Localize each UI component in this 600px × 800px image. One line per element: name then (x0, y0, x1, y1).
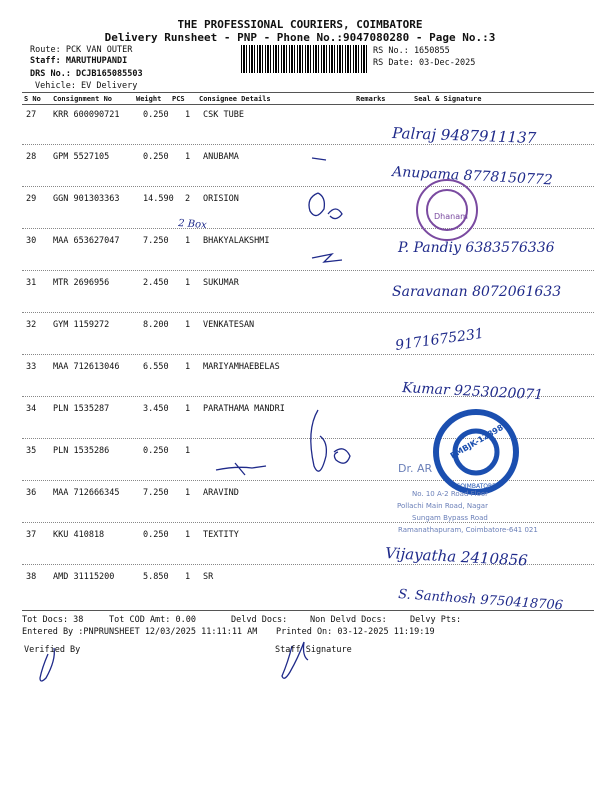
row-consignee: ANUBAMA (203, 152, 239, 162)
row-weight: 0.250 (143, 530, 169, 540)
handwritten-signature: P. Pandiy 6383576336 (398, 240, 555, 256)
row-consignment: MAA 712666345 (53, 488, 120, 498)
delivery-points: Delvy Pts: (410, 615, 462, 625)
rs-date: RS Date: 03-Dec-2025 (373, 58, 476, 68)
row-weight: 0.250 (143, 152, 169, 162)
row-consignment: PLN 1535287 (53, 404, 110, 414)
row-sno: 37 (26, 530, 37, 540)
handwritten-signature: Anupama 8778150772 (391, 164, 554, 189)
row-weight: 0.250 (143, 446, 169, 456)
row-consignee: SR (203, 572, 214, 582)
rs-number: RS No.: 1650855 (373, 46, 450, 56)
drs-number: DRS No.: DCJB165085503 (30, 69, 143, 79)
staff-signature-label: Staff Signature (275, 645, 352, 655)
scribble-mark (309, 193, 324, 216)
row-sno: 28 (26, 152, 37, 162)
delivered-docs: Delvd Docs: (231, 615, 288, 625)
row-consignee: VENKATESAN (203, 320, 255, 330)
total-cod: Tot COD Amt: 0.00 (109, 615, 196, 625)
row-sno: 34 (26, 404, 37, 414)
row-pcs: 1 (185, 572, 191, 582)
stamp-text: Ramanathapuram, Coimbatore-641 021 (398, 526, 538, 534)
row-pcs: 1 (185, 446, 191, 456)
handwritten-signature: Vijayatha 2410856 (384, 544, 529, 570)
col-sno: S No (24, 95, 41, 103)
total-docs: Tot Docs: 38 (22, 615, 84, 625)
stamp-text: Dhanam (434, 212, 468, 221)
rubber-stamp (436, 412, 516, 492)
stamp-text: PMBJK-12898 (448, 422, 505, 461)
row-sno: 31 (26, 278, 37, 288)
scribble-mark (311, 410, 327, 471)
col-consignee: Consignee Details (199, 95, 271, 103)
row-consignee: SUKUMAR (203, 278, 239, 288)
handwritten-signature: S. Santhosh 9750418706 (397, 587, 564, 614)
row-consignee: CSK TUBE (203, 110, 244, 120)
row-sno: 32 (26, 320, 37, 330)
row-consignee: ORISION (203, 194, 239, 204)
row-consignment: AMD 31115200 (53, 572, 115, 582)
col-pcs: PCS (172, 95, 185, 103)
col-weight: Weight (136, 95, 162, 103)
row-pcs: 1 (185, 278, 191, 288)
row-consignee: MARIYAMHAEBELAS (203, 362, 280, 372)
handwritten-signature: 9171675231 (394, 325, 485, 354)
row-weight: 7.250 (143, 236, 169, 246)
row-pcs: 1 (185, 362, 191, 372)
row-weight: 7.250 (143, 488, 169, 498)
row-consignment: KKU 410818 (53, 530, 105, 540)
row-sno: 29 (26, 194, 37, 204)
row-consignee: BHAKYALAKSHMI (203, 236, 270, 246)
company-title: THE PROFESSIONAL COURIERS, COIMBATORE (177, 18, 423, 31)
col-consignment: Consignment No (53, 95, 113, 103)
scribble-mark (312, 254, 342, 262)
row-weight: 6.550 (143, 362, 169, 372)
runsheet-title: Delivery Runsheet - PNP - Phone No.:9047080280 - Page No.:3 (104, 31, 496, 44)
scribble-mark (328, 209, 342, 219)
scribble-mark (235, 463, 245, 475)
rubber-stamp (417, 180, 477, 240)
route-label: Route: PCK VAN OUTER (30, 45, 133, 55)
row-pcs: 1 (185, 152, 191, 162)
scribble-mark (312, 158, 326, 160)
scribble-mark (334, 449, 350, 463)
stamp-text: COIMBATORE (456, 483, 496, 490)
row-weight: 2.450 (143, 278, 169, 288)
stamp-text: Dr. AR (398, 462, 433, 475)
row-weight: 14.590 (143, 194, 174, 204)
row-pcs: 1 (185, 488, 191, 498)
row-pcs: 1 (185, 320, 191, 330)
verified-by-label: Verified By (24, 645, 81, 655)
row-consignment: KRR 600090721 (53, 110, 120, 120)
row-pcs: 1 (185, 530, 191, 540)
vehicle-label: Vehicle: EV Delivery (35, 81, 138, 91)
row-pcs: 1 (185, 236, 191, 246)
row-consignment: MAA 712613046 (53, 362, 120, 372)
non-delivered-docs: Non Delvd Docs: (310, 615, 387, 625)
row-consignee: ARAVIND (203, 488, 239, 498)
handwritten-signature: Palraj 9487911137 (391, 124, 537, 148)
row-consignment: MAA 653627047 (53, 236, 120, 246)
handwritten-note: 2 Box (177, 218, 208, 231)
row-consignment: GYM 1159272 (53, 320, 110, 330)
col-remarks: Remarks (356, 95, 386, 103)
row-sno: 30 (26, 236, 37, 246)
row-weight: 0.250 (143, 110, 169, 120)
staff-label: Staff: MARUTHUPANDI (30, 56, 128, 66)
col-seal-signature: Seal & Signature (414, 95, 482, 103)
row-consignment: GGN 901303363 (53, 194, 120, 204)
row-weight: 3.450 (143, 404, 169, 414)
printed-on: Printed On: 03-12-2025 11:19:19 (276, 627, 435, 637)
row-sno: 33 (26, 362, 37, 372)
row-pcs: 2 (185, 194, 191, 204)
stamp-text: No. 10 A-2 Road Floor (412, 490, 489, 498)
row-consignee: TEXTITY (203, 530, 239, 540)
entered-by: Entered By :PNPRUNSHEET 12/03/2025 11:11:11 AM (22, 627, 258, 637)
row-sno: 35 (26, 446, 37, 456)
row-pcs: 1 (185, 110, 191, 120)
row-consignment: GPM 5527105 (53, 152, 110, 162)
row-consignee: PARATHAMA MANDRI (203, 404, 285, 414)
row-pcs: 1 (185, 404, 191, 414)
row-consignment: MTR 2696956 (53, 278, 110, 288)
row-weight: 8.200 (143, 320, 169, 330)
handwritten-signature: Kumar 9253020071 (401, 380, 544, 404)
row-sno: 27 (26, 110, 37, 120)
row-sno: 36 (26, 488, 37, 498)
stamp-text: Pollachi Main Road, Nagar (397, 502, 488, 510)
row-sno: 38 (26, 572, 37, 582)
row-weight: 5.850 (143, 572, 169, 582)
stamp-text: Sungam Bypass Road (412, 514, 488, 522)
row-consignment: PLN 1535286 (53, 446, 110, 456)
handwritten-signature: Saravanan 8072061633 (392, 284, 562, 300)
